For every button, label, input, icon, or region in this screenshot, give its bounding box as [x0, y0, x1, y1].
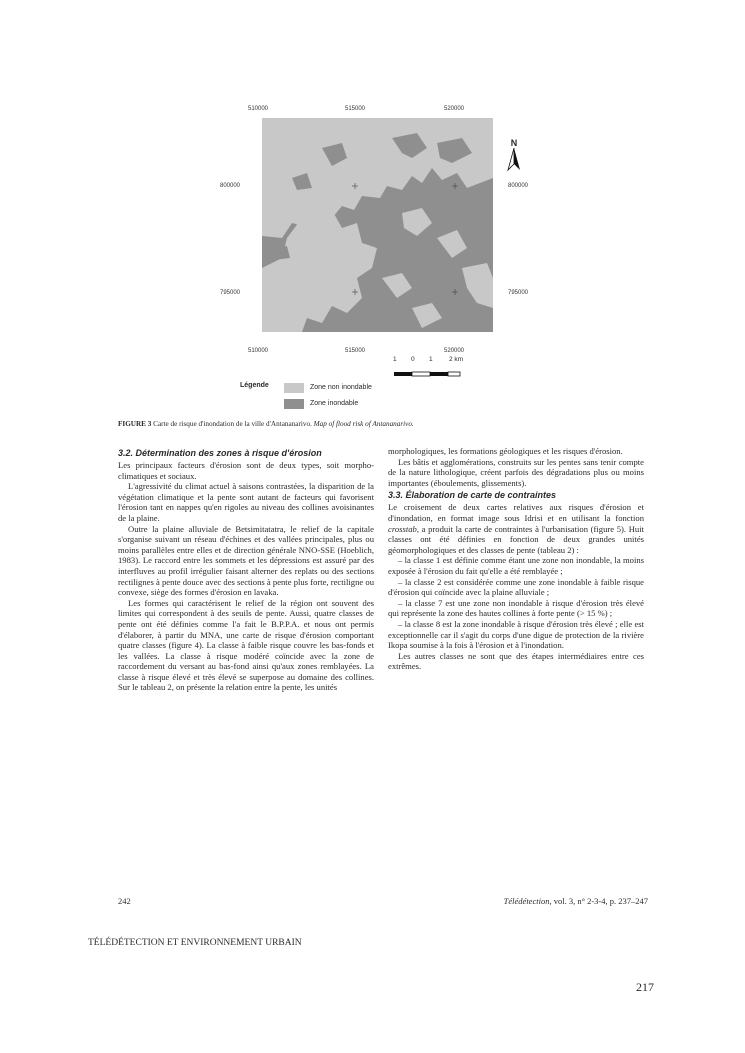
- north-arrow-icon: [505, 148, 523, 172]
- caption-text: Carte de risque d'inondation de la ville d'Antananarivo.: [153, 420, 312, 428]
- north-arrow: [505, 138, 523, 174]
- caption-english: Map of flood risk of Antananarivo.: [313, 420, 414, 428]
- left-column: [118, 446, 374, 693]
- right-column: [388, 446, 644, 672]
- page-number: 217: [636, 980, 654, 994]
- figure-caption: [118, 420, 648, 428]
- class-item: – la classe 2 est considérée comme une zone inondable à faible risque d'érosion qui coïncide avec la plaine alluviale ;: [388, 576, 644, 598]
- scale-tick-1: 1: [393, 356, 397, 363]
- map-right-label-2: 795000: [508, 290, 529, 296]
- scale-bar: [393, 356, 483, 376]
- crosstab-term: crosstab: [388, 523, 417, 534]
- legend-title: Légende: [240, 382, 269, 389]
- legend-label-non-flood: Zone non inondable: [310, 384, 372, 391]
- class-item: – la classe 1 est définie comme étant une zone non inondable, la moins exposée à l'érosion du fait qu'elle a été remblayée ;: [388, 555, 644, 576]
- section-heading-3-2: 3.2. Détermination des zones à risque d'érosion: [118, 448, 322, 458]
- intro-text: Le croisement de deux cartes relatives aux risques d'érosion et d'inondation, en format image sous Idrisi et en utilisant la fonction: [388, 502, 644, 523]
- legend-swatch-flood: [284, 399, 304, 409]
- caption-label: FIGURE 3: [118, 420, 152, 428]
- inner-page-number: 242: [118, 896, 131, 906]
- journal-name: Télédétection: [503, 896, 550, 906]
- north-label: N: [510, 138, 518, 148]
- paragraph-continuation: morphologiques, les formations géologiques et les risques d'érosion.: [388, 446, 623, 456]
- class-item: – la classe 8 est la zone inondable à risque d'érosion très élevé ; elle est exceptionnelle car il s'agit du corps d'une digue de protection de la rivière Ikopa soumise à la fois à l'érosion et à l'inondation.: [388, 618, 644, 651]
- section-heading-3-3: 3.3. Élaboration de carte de contraintes: [388, 490, 557, 501]
- intro-text-rest: , a produit la carte de contraintes à l'urbanisation (figure 5). Huit classes ont été définies en fonction de deux grandes unités géomorphologiques et des classes de pente (tableau 2) :: [388, 523, 644, 555]
- map-top-label-3: 520000: [444, 106, 465, 112]
- scale-tick-2km: 2 km: [449, 356, 464, 363]
- paragraph: Outre la plaine alluviale de Betsimitatatra, le relief de la capitale s'organise suivant un réseau d'échines et des vallées principales, plus ou moins parallèles entre elles et de direction générale NNO-SSE (Hoeblich, 1983). Le raccord entre les sommets et les dépressions est assuré par des interfluves au profil irrégulier faisant alterner des replats ou des sections rectilignes à pente douce avec des sections à pente plus forte, rectiligne ou convexe, siège des formes d'érosion en lavaka.: [118, 523, 374, 598]
- paragraph: Les principaux facteurs d'érosion sont de deux types, soit morpho-climatiques et sociaux.: [118, 460, 374, 481]
- scale-tick-0: 0: [411, 356, 415, 363]
- paragraph: L'agressivité du climat actuel à saisons contrastées, la disparition de la végétation climatique et la pente sont autant de facteurs qui favorisent l'érosion tant en nappes qu'en rigoles au niveau des collines avoisinantes de la plaine.: [118, 481, 374, 523]
- map-bottom-label-3: 520000: [444, 348, 465, 354]
- map-top-label-2: 515000: [345, 106, 366, 112]
- map-bottom-label-1: 510000: [248, 348, 269, 354]
- scale-bar-graphic: [393, 370, 463, 378]
- legend-label-flood: Zone inondable: [310, 400, 359, 407]
- paragraph-intro: [388, 502, 644, 555]
- class-item: – la classe 7 est une zone non inondable à risque d'érosion très élevé qui représente la zone des hautes collines à forte pente (> 15 %) ;: [388, 597, 644, 619]
- journal-volume: , vol. 3, n° 2-3-4, p. 237–247: [549, 896, 648, 906]
- legend-swatch-non-flood: [284, 383, 304, 393]
- flood-risk-map: [262, 118, 493, 332]
- running-head: TÉLÉDÉTECTION ET ENVIRONNEMENT URBAIN: [88, 938, 302, 948]
- paragraph: Les bâtis et agglomérations, construits sur les pentes sans tenir compte de la nature lithologique, créent parfois des dégradations plus ou moins importantes (éboulements, glissements).: [388, 456, 644, 488]
- flood-map-graphic: [262, 118, 493, 332]
- paragraph: Les formes qui caractérisent le relief de la région ont souvent des limites qui correspondent à des seuils de pente. Aussi, quatre classes de pente ont été définies comme l'a fait le B.P.P.A. et nous ont permis d'élaborer, à partir du MNA, une carte de risque d'érosion comportant quatre classes (figure 4). La classe à faible risque couvre les bas-fonds et les vallées. La classe à risque modéré coïncide avec la zone de raccordement du versant au bas-fond ainsi qu'aux zones remblayées. La classe à risque élevé et très élevé se superpose au domaine des collines. Sur le tableau 2, on présente la relation entre la pente, les unités: [118, 597, 374, 693]
- map-right-label-1: 800000: [508, 183, 529, 189]
- map-top-label-1: 510000: [248, 106, 269, 112]
- map-left-label-1: 800000: [220, 183, 241, 189]
- scale-tick-1b: 1: [429, 356, 433, 363]
- map-bottom-label-2: 515000: [345, 348, 366, 354]
- map-left-label-2: 795000: [220, 290, 241, 296]
- paragraph-closing: Les autres classes ne sont que des étapes intermédiaires entre ces extrêmes.: [388, 650, 644, 672]
- journal-citation: [390, 896, 648, 906]
